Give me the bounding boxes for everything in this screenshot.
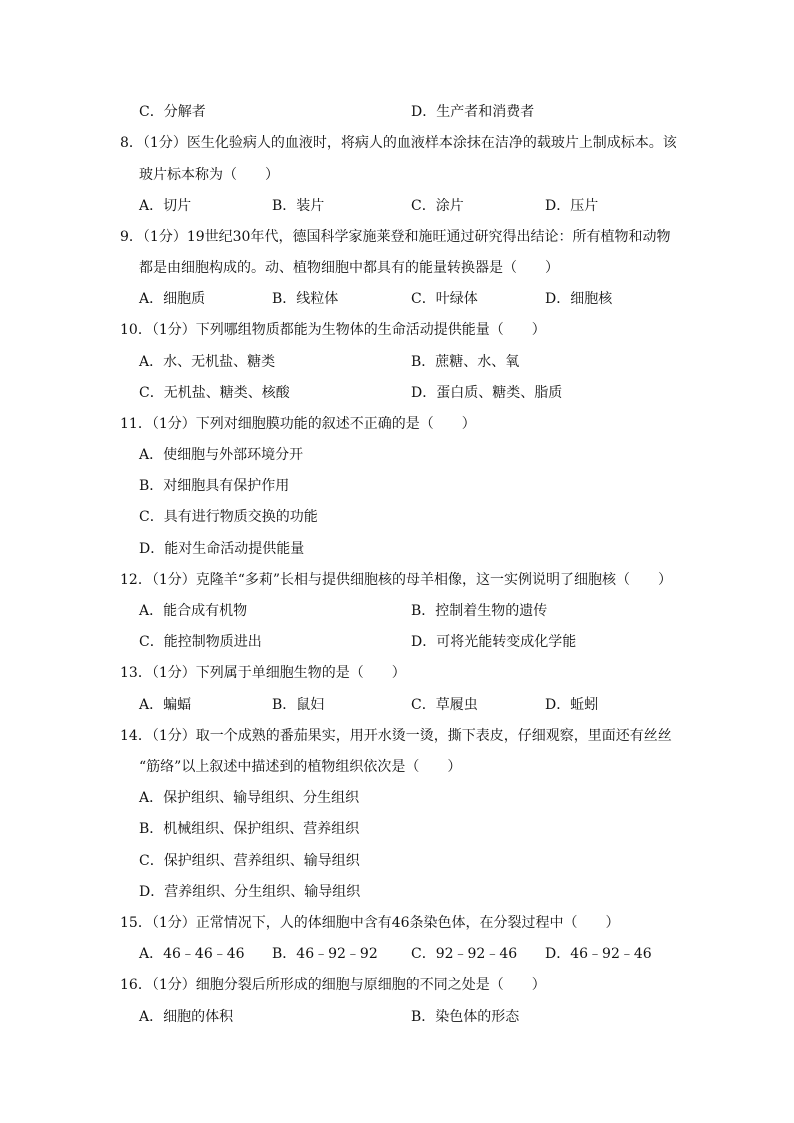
q14-option-a: A．保护组织、输导组织、分生组织: [139, 790, 360, 806]
q11-option-c: C．具有进行物质交换的功能: [139, 509, 318, 525]
q15-option-a: A．46﹣46﹣46: [139, 946, 245, 962]
question-10-stem: 10．（1分）下列哪组物质都能为生物体的生命活动提供能量（ ）: [120, 322, 546, 338]
q10-option-a: A．水、无机盐、糖类: [139, 354, 276, 370]
q14-option-d: D．营养组织、分生组织、输导组织: [139, 884, 361, 900]
question-9-stem: 9．（1分）19世纪30年代，德国科学家施莱登和施旺通过研究得出结论：所有植物和动物: [120, 229, 671, 245]
question-11-stem: 11．（1分）下列对细胞膜功能的叙述不正确的是（ ）: [120, 416, 476, 432]
option-d: D．生产者和消费者: [411, 104, 535, 120]
q11-option-a: A．使细胞与外部环境分开: [139, 447, 304, 463]
q10-option-b: B．蔗糖、水、氧: [411, 354, 520, 370]
q11-option-d: D．能对生命活动提供能量: [139, 541, 305, 557]
q13-option-c: C．草履虫: [411, 697, 478, 713]
q8-option-c: C．涂片: [411, 198, 464, 214]
q12-option-d: D．可将光能转变成化学能: [411, 634, 577, 650]
q10-option-d: D．蛋白质、糖类、脂质: [411, 385, 563, 401]
q11-option-b: B．对细胞具有保护作用: [139, 478, 290, 494]
q9-option-a: A．细胞质: [139, 291, 206, 307]
q15-option-d: D．46﹣92﹣46: [545, 946, 652, 962]
q9-option-b: B．线粒体: [272, 291, 339, 307]
q16-option-a: A．细胞的体积: [139, 1009, 234, 1025]
question-9-stem-continued: 都是由细胞构成的。动、植物细胞中都具有的能量转换器是（ ）: [139, 260, 559, 276]
q13-option-d: D．蚯蚓: [545, 697, 599, 713]
q8-option-a: A．切片: [139, 198, 192, 214]
q10-option-c: C．无机盐、糖类、核酸: [139, 385, 290, 401]
q16-option-b: B．染色体的形态: [411, 1009, 520, 1025]
q13-option-b: B．鼠妇: [272, 697, 325, 713]
q12-option-b: B．控制着生物的遗传: [411, 603, 548, 619]
question-14-stem-continued: “筋络”以上叙述中描述到的植物组织依次是（ ）: [139, 759, 462, 775]
option-c: C．分解者: [139, 104, 206, 120]
q14-option-b: B．机械组织、保护组织、营养组织: [139, 821, 360, 837]
q9-option-d: D．细胞核: [545, 291, 613, 307]
q8-option-d: D．压片: [545, 198, 599, 214]
q12-option-c: C．能控制物质进出: [139, 634, 262, 650]
question-15-stem: 15．（1分）正常情况下，人的体细胞中含有46条染色体，在分裂过程中（ ）: [120, 915, 620, 931]
question-8-stem: 8．（1分）医生化验病人的血液时，将病人的血液样本涂抹在洁净的载玻片上制成标本。该: [120, 135, 677, 151]
question-13-stem: 13．（1分）下列属于单细胞生物的是（ ）: [120, 665, 406, 681]
question-14-stem: 14．（1分）取一个成熟的番茄果实，用开水烫一烫，撕下表皮，仔细观察，里面还有丝丝: [120, 728, 672, 744]
question-8-stem-continued: 玻片标本称为（ ）: [139, 167, 279, 183]
q15-option-c: C．92﹣92﹣46: [411, 946, 518, 962]
q13-option-a: A．蝙蝠: [139, 697, 192, 713]
q9-option-c: C．叶绿体: [411, 291, 478, 307]
q12-option-a: A．能合成有机物: [139, 603, 248, 619]
q15-option-b: B．46﹣92﹣92: [272, 946, 378, 962]
q8-option-b: B．装片: [272, 198, 325, 214]
question-16-stem: 16．（1分）细胞分裂后所形成的细胞与原细胞的不同之处是（ ）: [120, 977, 546, 993]
q14-option-c: C．保护组织、营养组织、输导组织: [139, 853, 360, 869]
question-12-stem: 12．（1分）克隆羊“多莉”长相与提供细胞核的母羊相像，这一实例说明了细胞核（ ）: [120, 572, 673, 588]
